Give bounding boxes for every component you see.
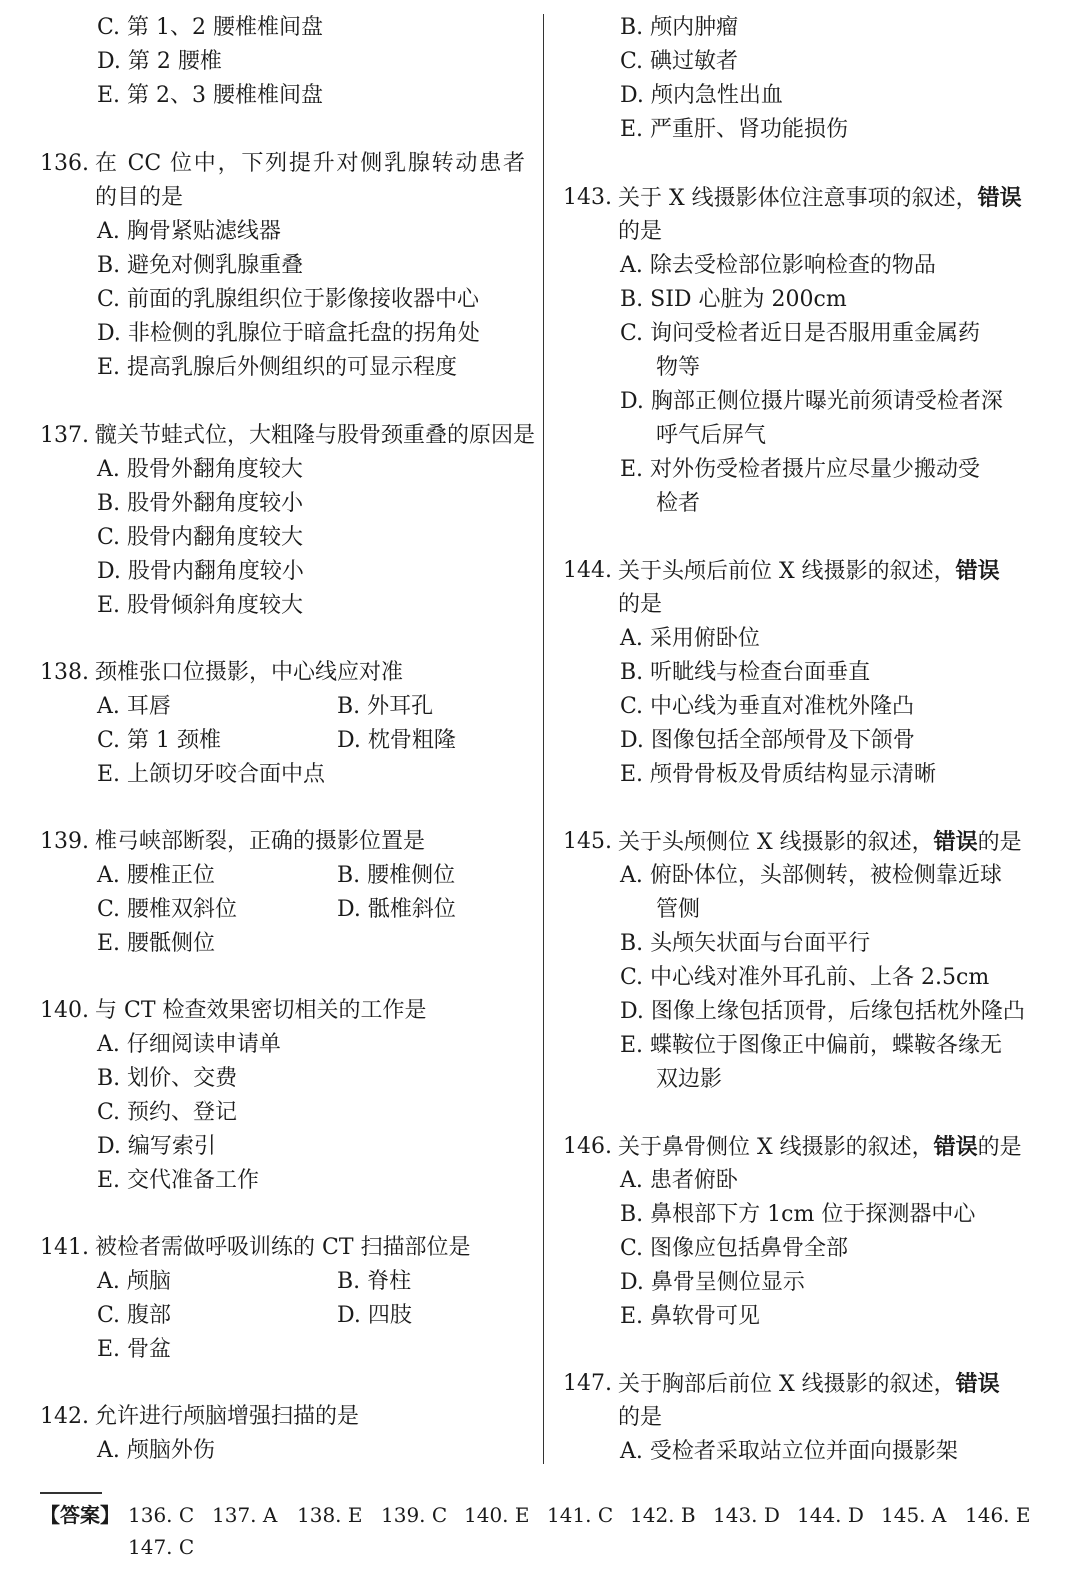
q142-stem: 允许进行颅脑增强扫描的是 — [95, 1404, 360, 1429]
answer-item: 136. C — [128, 1503, 195, 1527]
q145-number: 145. — [563, 829, 612, 854]
answer-rule — [40, 1492, 102, 1494]
q146-option-c: C. 图像应包括鼻骨全部 — [620, 1236, 849, 1261]
answer-item: 145. A — [881, 1503, 947, 1527]
q139-number: 139. — [40, 829, 89, 854]
q143-emphasis: 错误 — [977, 185, 1022, 211]
q145-emphasis: 错误 — [933, 829, 978, 855]
column-divider — [543, 14, 544, 1464]
q139-option-b: B. 腰椎侧位 — [337, 863, 456, 888]
q136-option-b: B. 避免对侧乳腺重叠 — [97, 253, 304, 278]
q141-option-d: D. 四肢 — [337, 1303, 412, 1328]
q144-stem-line2: 的是 — [618, 592, 663, 617]
q136-option-d: D. 非检侧的乳腺位于暗盒托盘的拐角处 — [97, 321, 480, 346]
q141-option-e: E. 骨盆 — [97, 1337, 172, 1362]
q144-option-b: B. 听眦线与检查台面垂直 — [620, 660, 871, 685]
q142-number: 142. — [40, 1404, 89, 1429]
q135-option-e: E. 第 2、3 腰椎椎间盘 — [97, 83, 324, 108]
q143-option-d-line2: 呼气后屏气 — [656, 423, 767, 448]
q144-option-e: E. 颅骨骨板及骨质结构显示清晰 — [620, 762, 937, 787]
answer-item: 138. E — [297, 1503, 363, 1527]
q141-option-b: B. 脊柱 — [337, 1269, 412, 1294]
q145-option-b: B. 头颅矢状面与台面平行 — [620, 931, 871, 956]
answer-item: 147. C — [128, 1535, 195, 1559]
q137-option-c: C. 股骨内翻角度较大 — [97, 525, 304, 550]
q136-option-a: A. 胸骨紧贴滤线器 — [97, 219, 281, 244]
q144-option-c: C. 中心线为垂直对准枕外隆凸 — [620, 694, 915, 719]
q141-number: 141. — [40, 1235, 89, 1260]
q142-option-c: C. 碘过敏者 — [620, 49, 739, 74]
q140-option-c: C. 预约、登记 — [97, 1100, 238, 1125]
q138-option-c: C. 第 1 颈椎 — [97, 728, 222, 753]
q147-stem-line2: 的是 — [618, 1405, 663, 1430]
q138-stem: 颈椎张口位摄影，中心线应对准 — [95, 660, 404, 685]
q146-option-e: E. 鼻软骨可见 — [620, 1304, 761, 1329]
q140-option-e: E. 交代准备工作 — [97, 1168, 260, 1193]
q147-emphasis: 错误 — [955, 1371, 1000, 1397]
q143-option-b: B. SID 心脏为 200cm — [620, 287, 847, 312]
answer-item: 146. E — [965, 1503, 1031, 1527]
q143-number: 143. — [563, 185, 612, 210]
q141-option-c: C. 腹部 — [97, 1303, 172, 1328]
q145-option-c: C. 中心线对准外耳孔前、上各 2.5cm — [620, 965, 990, 990]
q138-number: 138. — [40, 660, 89, 685]
q146-option-d: D. 鼻骨呈侧位显示 — [620, 1270, 805, 1295]
q143-option-a: A. 除去受检部位影响检查的物品 — [620, 253, 936, 278]
q136-number: 136. — [40, 151, 89, 176]
q143-option-c-line1: C. 询问受检者近日是否服用重金属药 — [620, 321, 981, 346]
q145-stem: 关于头颅侧位 X 线摄影的叙述，错误的是 — [618, 829, 1022, 855]
q140-stem: 与 CT 检查效果密切相关的工作是 — [95, 998, 427, 1023]
q140-option-d: D. 编写索引 — [97, 1134, 216, 1159]
q136-stem-line2: 的目的是 — [95, 185, 184, 210]
q137-option-d: D. 股骨内翻角度较小 — [97, 559, 304, 584]
q145-option-a-line2: 管侧 — [656, 897, 701, 922]
answer-item: 144. D — [797, 1503, 864, 1527]
q140-option-a: A. 仔细阅读申请单 — [97, 1032, 281, 1057]
q137-stem: 髋关节蛙式位，大粗隆与股骨颈重叠的原因是 — [95, 423, 536, 448]
q145-option-e-line1: E. 蝶鞍位于图像正中偏前，蝶鞍各缘无 — [620, 1033, 1003, 1058]
q143-option-d-line1: D. 胸部正侧位摄片曝光前须请受检者深 — [620, 389, 1003, 414]
q137-option-e: E. 股骨倾斜角度较大 — [97, 593, 304, 618]
q142-option-b: B. 颅内肿瘤 — [620, 15, 739, 40]
answer-label: 【答案】 — [40, 1503, 120, 1527]
q145-option-a-line1: A. 俯卧体位，头部侧转，被检侧靠近球 — [620, 863, 1002, 888]
q138-option-b: B. 外耳孔 — [337, 694, 434, 719]
q142-option-e: E. 严重肝、肾功能损伤 — [620, 117, 849, 142]
q138-option-a: A. 耳唇 — [97, 694, 171, 719]
q144-stem-line1: 关于头颅后前位 X 线摄影的叙述，错误 — [618, 558, 1000, 584]
q139-option-d: D. 骶椎斜位 — [337, 897, 456, 922]
q142-option-d: D. 颅内急性出血 — [620, 83, 783, 108]
answer-item: 142. B — [630, 1503, 696, 1527]
q137-option-a: A. 股骨外翻角度较大 — [97, 457, 303, 482]
q135-option-c: C. 第 1、2 腰椎椎间盘 — [97, 15, 324, 40]
q140-option-b: B. 划价、交费 — [97, 1066, 238, 1091]
q147-stem-line1: 关于胸部后前位 X 线摄影的叙述，错误 — [618, 1371, 1000, 1397]
q144-emphasis: 错误 — [955, 558, 1000, 584]
answer-item: 143. D — [713, 1503, 780, 1527]
q138-option-d: D. 枕骨粗隆 — [337, 728, 456, 753]
q139-option-e: E. 腰骶侧位 — [97, 931, 216, 956]
q145-option-d: D. 图像上缘包括顶骨，后缘包括枕外隆凸 — [620, 999, 1025, 1024]
q137-number: 137. — [40, 423, 89, 448]
answer-item: 140. E — [464, 1503, 530, 1527]
q137-option-b: B. 股骨外翻角度较小 — [97, 491, 304, 516]
q139-stem: 椎弓峡部断裂，正确的摄影位置是 — [95, 829, 426, 854]
q147-number: 147. — [563, 1371, 612, 1396]
q146-option-a: A. 患者俯卧 — [620, 1168, 738, 1193]
q144-option-a: A. 采用俯卧位 — [620, 626, 760, 651]
q143-stem-line1: 关于 X 线摄影体位注意事项的叙述，错误 — [618, 185, 1022, 211]
q146-emphasis: 错误 — [933, 1134, 978, 1160]
q146-option-b: B. 鼻根部下方 1cm 位于探测器中心 — [620, 1202, 976, 1227]
q136-stem-line1: 在 CC 位中，下列提升对侧乳腺转动患者 — [95, 151, 525, 176]
answer-item: 137. A — [212, 1503, 278, 1527]
q141-option-a: A. 颅脑 — [97, 1269, 171, 1294]
q135-option-d: D. 第 2 腰椎 — [97, 49, 222, 74]
q138-option-e: E. 上颌切牙咬合面中点 — [97, 762, 326, 787]
q144-number: 144. — [563, 558, 612, 583]
q139-option-a: A. 腰椎正位 — [97, 863, 215, 888]
q140-number: 140. — [40, 998, 89, 1023]
q146-stem: 关于鼻骨侧位 X 线摄影的叙述，错误的是 — [618, 1134, 1022, 1160]
q147-option-a: A. 受检者采取站立位并面向摄影架 — [620, 1439, 958, 1464]
q136-option-c: C. 前面的乳腺组织位于影像接收器中心 — [97, 287, 480, 312]
q146-number: 146. — [563, 1134, 612, 1159]
q136-option-e: E. 提高乳腺后外侧组织的可显示程度 — [97, 355, 458, 380]
q142-option-a: A. 颅脑外伤 — [97, 1438, 215, 1463]
q143-option-e-line2: 检者 — [656, 491, 701, 516]
q145-option-e-line2: 双边影 — [656, 1067, 723, 1092]
q143-option-c-line2: 物等 — [656, 355, 701, 380]
q144-option-d: D. 图像包括全部颅骨及下颌骨 — [620, 728, 915, 753]
q141-stem: 被检者需做呼吸训练的 CT 扫描部位是 — [95, 1235, 471, 1260]
answer-item: 141. C — [547, 1503, 614, 1527]
q143-option-e-line1: E. 对外伤受检者摄片应尽量少搬动受 — [620, 457, 981, 482]
q139-option-c: C. 腰椎双斜位 — [97, 897, 238, 922]
q143-stem-line2: 的是 — [618, 219, 663, 244]
answer-item: 139. C — [381, 1503, 448, 1527]
